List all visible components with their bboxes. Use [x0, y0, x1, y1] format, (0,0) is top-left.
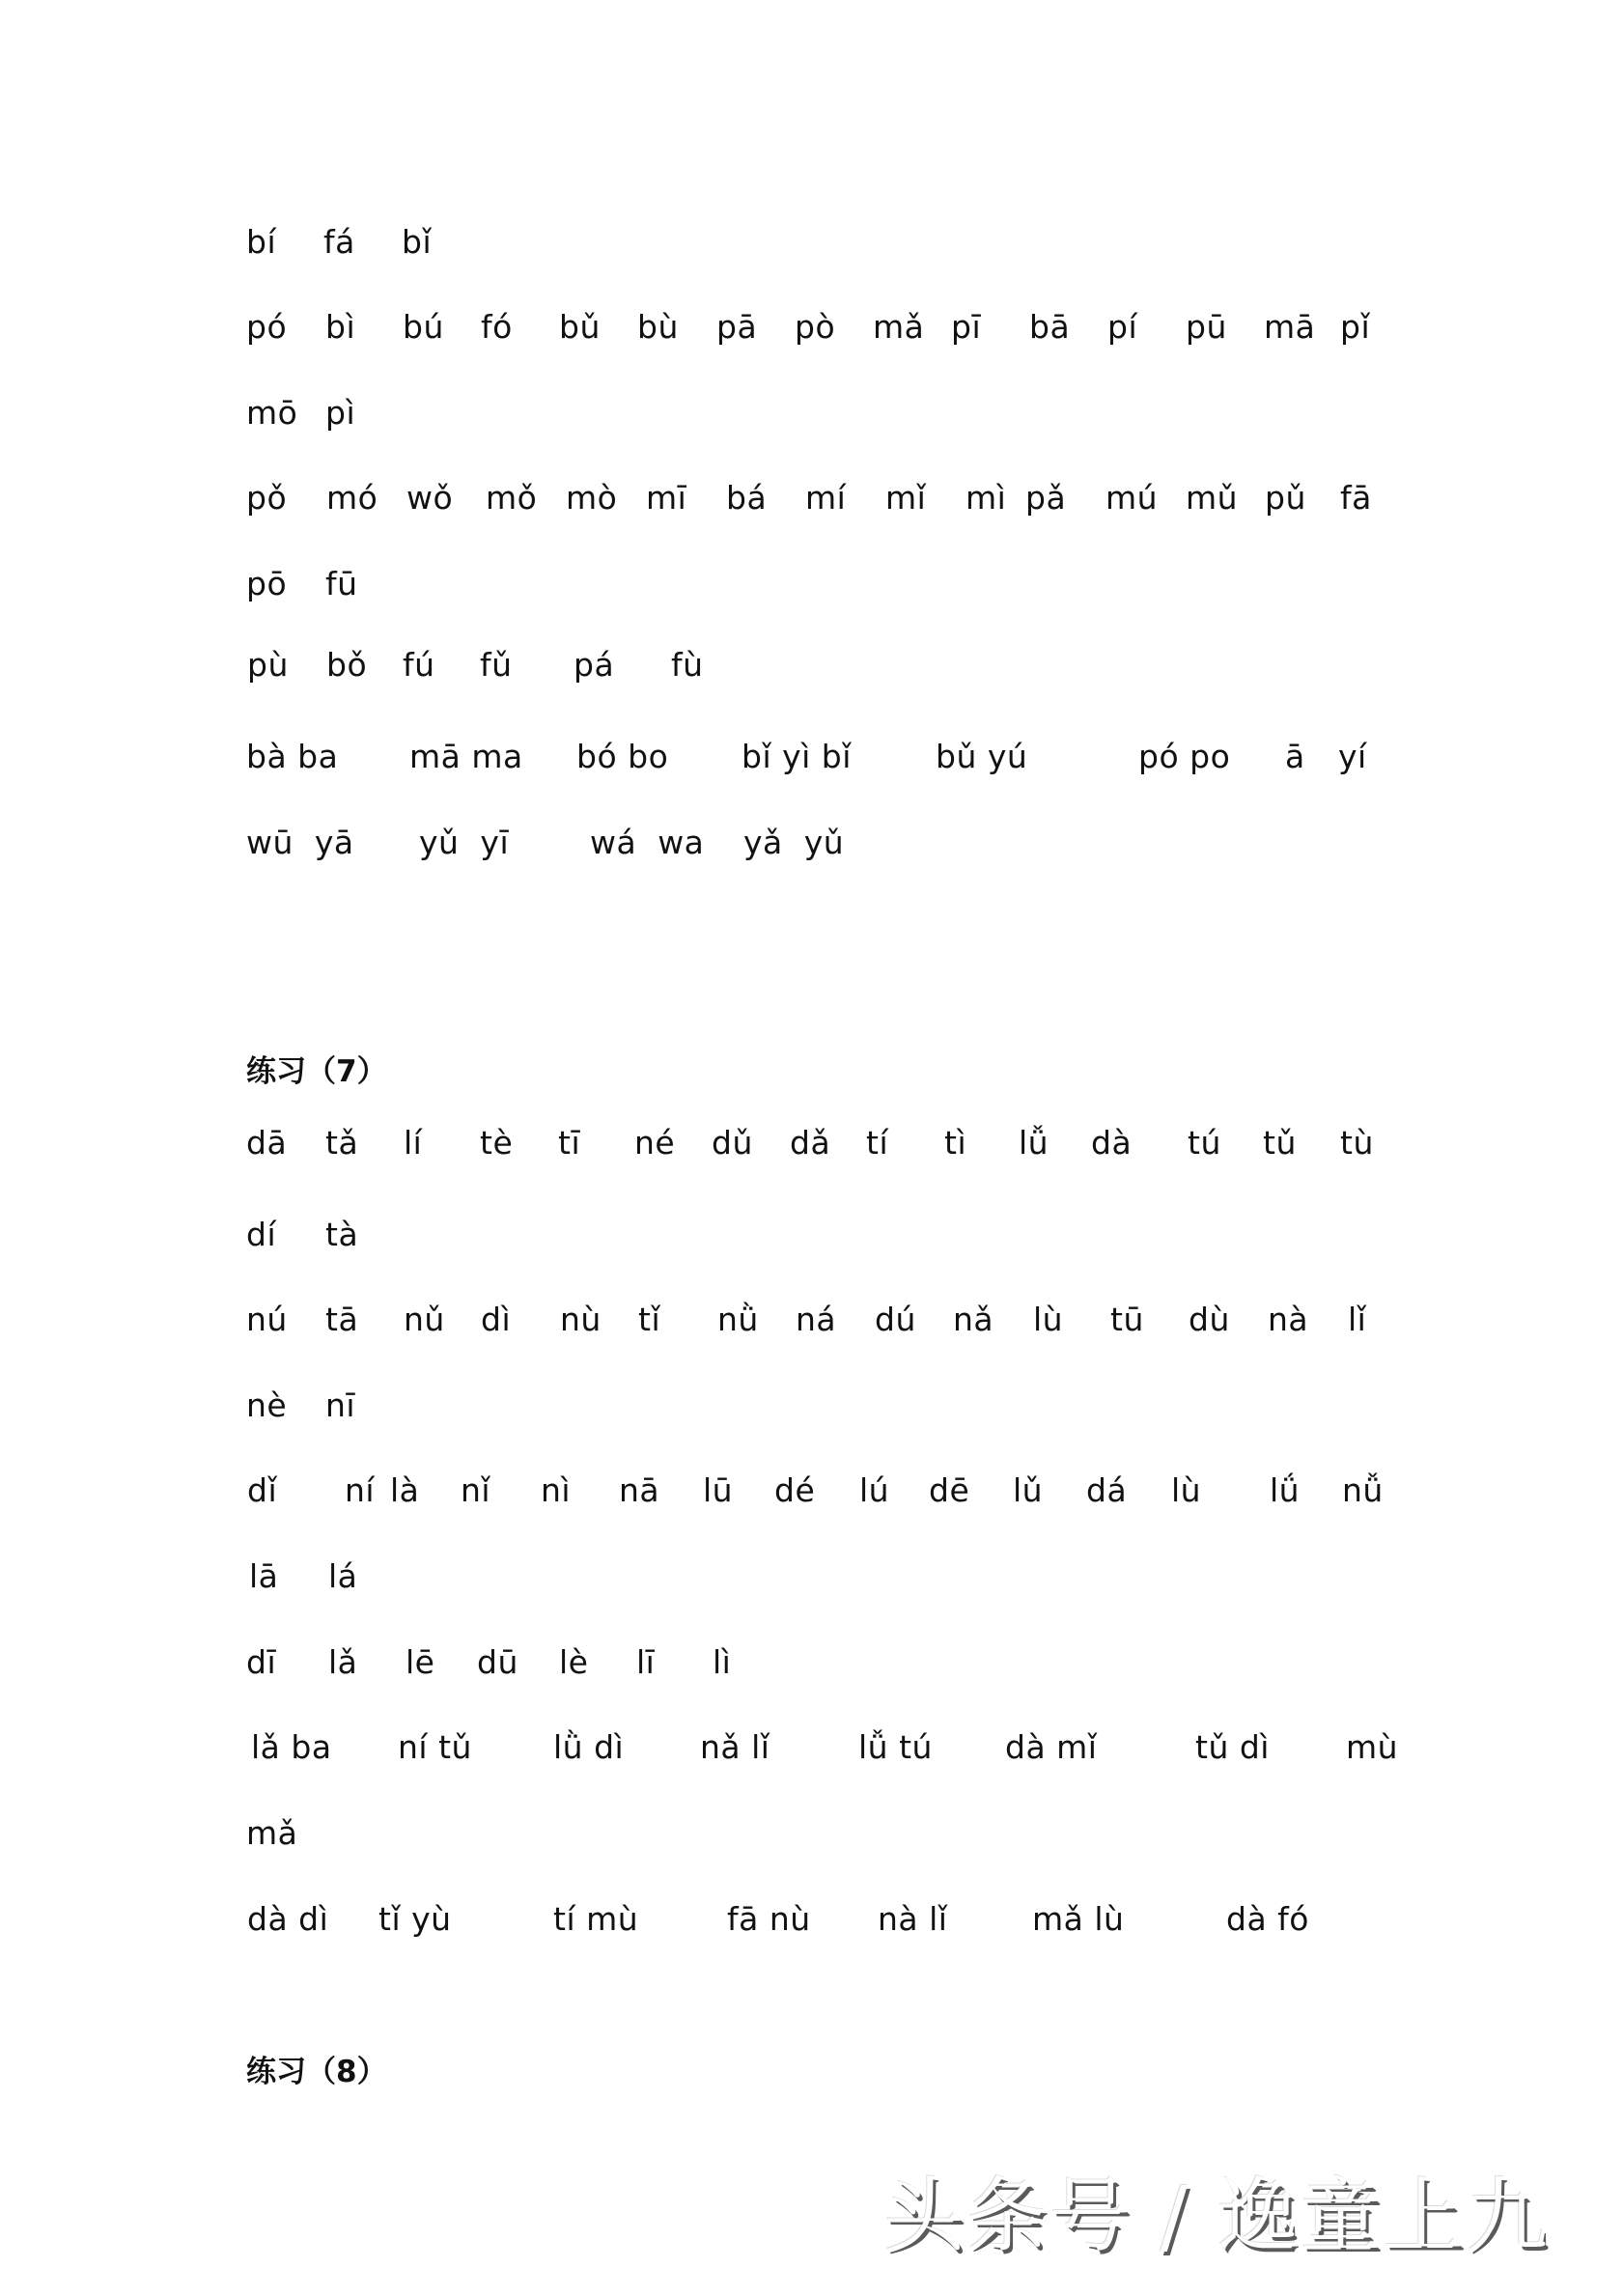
pinyin-syllable: bà ba — [246, 738, 339, 775]
pinyin-syllable: mú — [1105, 479, 1159, 517]
pinyin-syllable: mǎ — [246, 1814, 298, 1852]
pinyin-syllable: bá — [726, 479, 768, 517]
pinyin-syllable: mù — [1346, 1728, 1399, 1766]
pinyin-syllable: né — [634, 1124, 676, 1162]
pinyin-row — [0, 308, 1623, 347]
section-7-heading: 练习（7） — [246, 1054, 387, 1089]
pinyin-syllable: bí — [246, 223, 277, 261]
pinyin-syllable: lǜ dì — [553, 1728, 625, 1766]
pinyin-syllable: lā — [249, 1557, 279, 1595]
pinyin-syllable: pù — [247, 646, 289, 684]
pinyin-syllable: pǒ — [246, 479, 288, 517]
pinyin-row — [0, 223, 1623, 262]
pinyin-syllable: dǔ — [712, 1124, 753, 1162]
pinyin-syllable: tū — [1110, 1301, 1144, 1338]
pinyin-syllable: nǎ lǐ — [700, 1728, 770, 1766]
pinyin-syllable: mā ma — [409, 738, 523, 775]
pinyin-row — [0, 1728, 1623, 1767]
pinyin-syllable: ní — [345, 1471, 376, 1509]
pinyin-syllable: dú — [875, 1301, 916, 1338]
pinyin-row — [0, 1900, 1623, 1939]
pinyin-syllable: mǎ lù — [1032, 1900, 1125, 1938]
pinyin-syllable: nǜ — [717, 1301, 759, 1338]
pinyin-syllable: lú — [859, 1471, 890, 1509]
pinyin-syllable: bǔ yú — [936, 738, 1028, 775]
pinyin-syllable: mǒ — [486, 479, 538, 517]
pinyin-syllable: dì — [481, 1301, 512, 1338]
pinyin-syllable: fā nù — [727, 1900, 811, 1938]
pinyin-row — [0, 1216, 1623, 1254]
pinyin-syllable: dá — [1086, 1471, 1128, 1509]
pinyin-syllable: wá wa — [590, 824, 705, 861]
pinyin-syllable: fù — [671, 646, 704, 684]
pinyin-syllable: nī — [325, 1386, 356, 1424]
pinyin-syllable: dī — [246, 1643, 277, 1681]
pinyin-syllable: dē — [929, 1471, 970, 1509]
pinyin-syllable: tú — [1188, 1124, 1221, 1162]
pinyin-syllable: mǔ — [1186, 479, 1239, 517]
pinyin-row — [0, 646, 1623, 685]
pinyin-syllable: bǐ yì bǐ — [742, 738, 852, 775]
pinyin-syllable: mí — [805, 479, 847, 517]
pinyin-syllable: fǔ — [480, 646, 513, 684]
pinyin-syllable: nì — [541, 1471, 572, 1509]
pinyin-syllable: dǐ — [247, 1471, 278, 1509]
pinyin-syllable: tǔ — [1263, 1124, 1297, 1162]
pinyin-syllable: tè — [480, 1124, 514, 1162]
pinyin-syllable: tù — [1340, 1124, 1374, 1162]
pinyin-syllable: bú — [403, 308, 444, 346]
pinyin-syllable: fū — [325, 565, 358, 602]
pinyin-syllable: lǔ — [1013, 1471, 1044, 1509]
pinyin-syllable: lù — [1171, 1471, 1202, 1509]
pinyin-syllable: pī — [951, 308, 982, 346]
pinyin-syllable: lǚ tú — [858, 1728, 933, 1766]
pinyin-syllable: lì — [713, 1643, 732, 1681]
pinyin-syllable: pō — [246, 565, 288, 602]
pinyin-row — [0, 1471, 1623, 1510]
pinyin-syllable: pó — [246, 308, 288, 346]
pinyin-syllable: mā — [1264, 308, 1316, 346]
pinyin-syllable: tǐ yù — [378, 1900, 452, 1938]
pinyin-syllable: pǐ — [1340, 308, 1371, 346]
pinyin-syllable: pó po — [1138, 738, 1231, 775]
pinyin-syllable: nǔ — [404, 1301, 445, 1338]
pinyin-syllable: lǎ ba — [251, 1728, 332, 1766]
pinyin-syllable: bì — [325, 308, 356, 346]
pinyin-syllable: nǐ — [461, 1471, 491, 1509]
pinyin-syllable: ná — [796, 1301, 837, 1338]
pinyin-syllable: dū — [477, 1643, 518, 1681]
pinyin-row — [0, 1301, 1623, 1339]
pinyin-syllable: yǎ yǔ — [743, 824, 845, 861]
pinyin-syllable: dà mǐ — [1005, 1728, 1098, 1766]
pinyin-syllable: pì — [325, 394, 356, 432]
pinyin-syllable: nà — [1268, 1301, 1309, 1338]
pinyin-syllable: pǎ — [1025, 479, 1067, 517]
pinyin-syllable: tǎ — [325, 1124, 359, 1162]
pinyin-syllable: nù — [560, 1301, 602, 1338]
pinyin-syllable: yí — [1338, 738, 1367, 775]
pinyin-syllable: dí — [246, 1216, 277, 1253]
pinyin-syllable: lū — [703, 1471, 734, 1509]
pinyin-syllable: lí — [404, 1124, 423, 1162]
pinyin-syllable: pǔ — [1265, 479, 1306, 517]
pinyin-syllable: nú — [246, 1301, 288, 1338]
pinyin-syllable: mó — [326, 479, 378, 517]
pinyin-syllable: mǐ — [885, 479, 927, 517]
pinyin-syllable: dà fó — [1226, 1900, 1309, 1938]
pinyin-syllable: mī — [646, 479, 687, 517]
pinyin-syllable: tí — [866, 1124, 889, 1162]
pinyin-row — [0, 1386, 1623, 1425]
pinyin-syllable: nā — [619, 1471, 660, 1509]
pinyin-syllable: tǔ dì — [1195, 1728, 1270, 1766]
pinyin-syllable: dù — [1189, 1301, 1230, 1338]
pinyin-syllable: pò — [795, 308, 836, 346]
pinyin-syllable: nǎ — [953, 1301, 994, 1338]
pinyin-syllable: mō — [246, 394, 298, 432]
pinyin-syllable: yǔ yī — [419, 824, 510, 861]
pinyin-syllable: dǎ — [790, 1124, 831, 1162]
pinyin-syllable: fú — [403, 646, 435, 684]
pinyin-syllable: pá — [574, 646, 615, 684]
pinyin-row — [0, 394, 1623, 433]
pinyin-syllable: tǐ — [638, 1301, 661, 1338]
pinyin-row — [0, 824, 1623, 862]
pinyin-syllable: tí mù — [553, 1900, 639, 1938]
pinyin-syllable: lù — [1033, 1301, 1064, 1338]
pinyin-syllable: fā — [1340, 479, 1372, 517]
pinyin-syllable: wū yā — [246, 824, 354, 861]
pinyin-syllable: mǎ — [873, 308, 925, 346]
pinyin-syllable: bǒ — [326, 646, 368, 684]
pinyin-syllable: dà dì — [247, 1900, 329, 1938]
pinyin-row — [0, 1124, 1623, 1162]
pinyin-syllable: tā — [325, 1301, 359, 1338]
pinyin-row — [0, 1814, 1623, 1853]
pinyin-syllable: mì — [965, 479, 1007, 517]
pinyin-syllable: fá — [323, 223, 355, 261]
pinyin-syllable: fó — [481, 308, 513, 346]
pinyin-syllable: dé — [774, 1471, 816, 1509]
pinyin-row — [0, 738, 1623, 776]
pinyin-row — [0, 1557, 1623, 1596]
pinyin-syllable: nǚ — [1342, 1471, 1384, 1509]
pinyin-syllable: bù — [637, 308, 679, 346]
watermark: 头条号 / 逸童上九 — [883, 2169, 1550, 2263]
pinyin-syllable: lǚ — [1019, 1124, 1049, 1162]
pinyin-row — [0, 565, 1623, 603]
pinyin-syllable: dā — [246, 1124, 288, 1162]
pinyin-row — [0, 479, 1623, 518]
pinyin-syllable: mò — [566, 479, 618, 517]
pinyin-syllable: ā — [1285, 738, 1305, 775]
pinyin-syllable: là — [390, 1471, 420, 1509]
pinyin-syllable: pí — [1107, 308, 1138, 346]
pinyin-syllable: lǎ — [328, 1643, 358, 1681]
pinyin-syllable: bǔ — [559, 308, 601, 346]
pinyin-syllable: tī — [558, 1124, 581, 1162]
pinyin-syllable: lè — [559, 1643, 589, 1681]
pinyin-row — [0, 1643, 1623, 1682]
pinyin-syllable: lá — [328, 1557, 358, 1595]
pinyin-syllable: nè — [246, 1386, 288, 1424]
pinyin-syllable: pū — [1186, 308, 1227, 346]
pinyin-syllable: lǘ — [1270, 1471, 1301, 1509]
pinyin-syllable: dà — [1091, 1124, 1133, 1162]
pinyin-syllable: lǐ — [1348, 1301, 1367, 1338]
pinyin-syllable: ní tǔ — [398, 1728, 472, 1766]
pinyin-syllable: tà — [325, 1216, 359, 1253]
pinyin-syllable: tì — [944, 1124, 967, 1162]
pinyin-syllable: wǒ — [406, 479, 454, 517]
pinyin-syllable: bó bo — [576, 738, 669, 775]
pinyin-syllable: lē — [406, 1643, 435, 1681]
pinyin-syllable: pā — [716, 308, 758, 346]
section-8-heading: 练习（8） — [246, 2055, 387, 2089]
pinyin-syllable: nà lǐ — [878, 1900, 948, 1938]
pinyin-syllable: lī — [636, 1643, 656, 1681]
pinyin-syllable: bǐ — [402, 223, 433, 261]
pinyin-syllable: bā — [1029, 308, 1071, 346]
